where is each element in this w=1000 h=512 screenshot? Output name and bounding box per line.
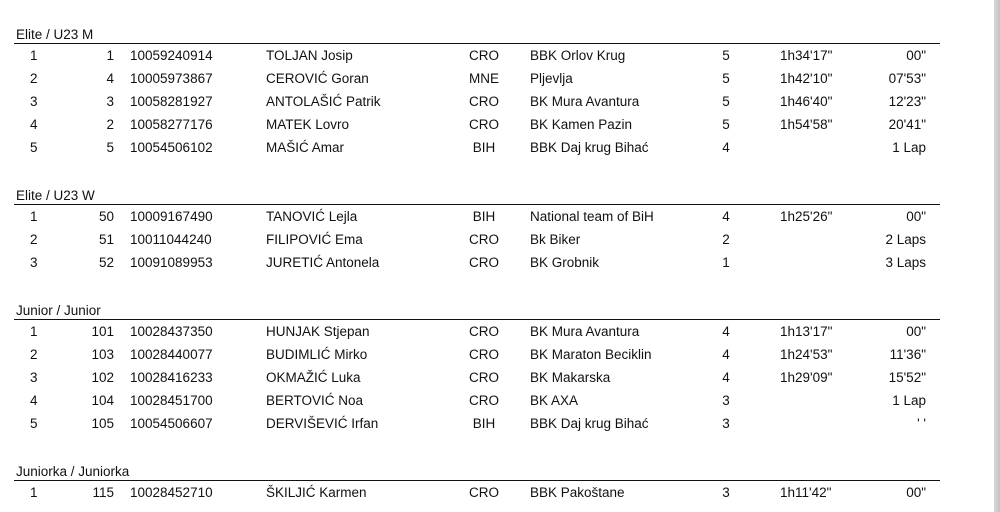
time-gap: 00" xyxy=(906,209,926,224)
time-gap: 15'52" xyxy=(888,370,926,385)
position: 1 xyxy=(30,209,38,224)
finish-time: 1h42'10" xyxy=(780,71,833,86)
result-row xyxy=(14,136,940,159)
nationality: CRO xyxy=(469,347,499,362)
rider-name: CEROVIĆ Goran xyxy=(266,71,369,86)
laps: 4 xyxy=(722,209,730,224)
time-gap: 07'53" xyxy=(888,71,926,86)
nationality: CRO xyxy=(469,94,499,109)
uci-id: 10028437350 xyxy=(130,324,213,339)
position: 1 xyxy=(30,48,38,63)
time-gap: 3 Laps xyxy=(885,255,926,270)
results-list xyxy=(14,481,940,504)
rider-name: BUDIMLIĆ Mirko xyxy=(266,347,368,362)
finish-time: 1h24'53" xyxy=(780,347,833,362)
result-row xyxy=(14,90,940,113)
position: 2 xyxy=(30,232,38,247)
position: 1 xyxy=(30,324,38,339)
position: 3 xyxy=(30,370,38,385)
bib-number: 101 xyxy=(91,324,114,339)
nationality: MNE xyxy=(469,71,499,86)
team-name: BK Mura Avantura xyxy=(530,324,640,339)
rider-name: HUNJAK Stjepan xyxy=(266,324,370,339)
time-gap: 00" xyxy=(906,48,926,63)
position: 2 xyxy=(30,347,38,362)
position: 4 xyxy=(30,117,38,132)
result-row xyxy=(14,205,940,228)
position: 5 xyxy=(30,416,38,431)
nationality: CRO xyxy=(469,324,499,339)
bib-number: 115 xyxy=(92,485,114,500)
team-name: BK Grobnik xyxy=(530,255,600,270)
time-gap: 00" xyxy=(906,324,926,339)
nationality: CRO xyxy=(469,117,499,132)
laps: 5 xyxy=(722,48,730,63)
result-row xyxy=(14,251,940,274)
category-title: Juniorka / Juniorka xyxy=(16,464,130,479)
viewer-edge xyxy=(994,0,1000,512)
team-name: BK Maraton Beciklin xyxy=(530,347,652,362)
rider-name: TANOVIĆ Lejla xyxy=(266,209,358,224)
nationality: CRO xyxy=(469,370,499,385)
team-name: Pljevlja xyxy=(530,71,573,86)
nationality: CRO xyxy=(469,255,499,270)
bib-number: 104 xyxy=(91,393,114,408)
rider-name: FILIPOVIĆ Ema xyxy=(266,232,363,247)
bib-number: 52 xyxy=(98,255,114,270)
rider-name: JURETIĆ Antonela xyxy=(266,255,380,270)
position: 1 xyxy=(30,485,38,500)
bib-number: 5 xyxy=(106,140,114,155)
time-gap: 1 Lap xyxy=(892,140,926,155)
uci-id: 10028416233 xyxy=(130,370,213,385)
time-gap: ' ' xyxy=(917,416,926,431)
uci-id: 10058277176 xyxy=(130,117,213,132)
laps: 3 xyxy=(722,416,730,431)
bib-number: 1 xyxy=(106,48,114,63)
uci-id: 10058281927 xyxy=(130,94,213,109)
bib-number: 103 xyxy=(91,347,114,362)
laps: 2 xyxy=(722,232,730,247)
uci-id: 10009167490 xyxy=(130,209,213,224)
result-row xyxy=(14,343,940,366)
position: 3 xyxy=(30,255,38,270)
time-gap: 11'36" xyxy=(889,347,926,362)
position: 4 xyxy=(30,393,38,408)
position: 3 xyxy=(30,94,38,109)
team-name: BBK Orlov Krug xyxy=(530,48,626,63)
results-list xyxy=(14,44,940,159)
laps: 5 xyxy=(722,94,730,109)
team-name: BK Kamen Pazin xyxy=(530,117,633,132)
finish-time: 1h11'42" xyxy=(780,485,832,500)
position: 5 xyxy=(30,140,38,155)
finish-time: 1h13'17" xyxy=(780,324,833,339)
nationality: CRO xyxy=(469,48,499,63)
result-row xyxy=(14,481,940,504)
bib-number: 2 xyxy=(106,117,114,132)
category-section xyxy=(14,464,940,504)
team-name: BBK Daj krug Bihać xyxy=(530,140,649,155)
team-name: BBK Daj krug Bihać xyxy=(530,416,649,431)
laps: 4 xyxy=(722,370,730,385)
results-list xyxy=(14,205,940,274)
result-row xyxy=(14,366,940,389)
uci-id: 10054506102 xyxy=(130,140,213,155)
laps: 4 xyxy=(722,140,730,155)
uci-id: 10005973867 xyxy=(130,71,213,86)
team-name: BK Mura Avantura xyxy=(530,94,640,109)
time-gap: 1 Lap xyxy=(892,393,926,408)
laps: 3 xyxy=(722,393,730,408)
result-row xyxy=(14,389,940,412)
time-gap: 2 Laps xyxy=(885,232,926,247)
bib-number: 102 xyxy=(91,370,114,385)
uci-id: 10054506607 xyxy=(130,416,213,431)
team-name: BBK Pakoštane xyxy=(530,485,625,500)
category-section xyxy=(14,188,940,274)
nationality: CRO xyxy=(469,232,499,247)
result-row xyxy=(14,228,940,251)
result-row xyxy=(14,412,940,435)
rider-name: ANTOLAŠIĆ Patrik xyxy=(266,94,381,109)
rider-name: MATEK Lovro xyxy=(266,117,350,132)
result-row xyxy=(14,113,940,136)
laps: 1 xyxy=(722,255,730,270)
finish-time: 1h25'26" xyxy=(780,209,833,224)
nationality: BIH xyxy=(472,140,496,155)
laps: 4 xyxy=(722,347,730,362)
laps: 5 xyxy=(722,71,730,86)
result-row xyxy=(14,320,940,343)
uci-id: 10091089953 xyxy=(130,255,213,270)
nationality: BIH xyxy=(472,416,496,431)
rider-name: TOLJAN Josip xyxy=(266,48,353,63)
position: 2 xyxy=(30,71,38,86)
rider-name: OKMAŽIĆ Luka xyxy=(266,370,361,385)
bib-number: 3 xyxy=(106,94,114,109)
time-gap: 20'41" xyxy=(888,117,926,132)
rider-name: BERTOVIĆ Noa xyxy=(266,393,364,408)
uci-id: 10028451700 xyxy=(130,393,213,408)
uci-id: 10028440077 xyxy=(130,347,213,362)
team-name: Bk Biker xyxy=(530,232,581,247)
uci-id: 10028452710 xyxy=(130,485,213,500)
laps: 3 xyxy=(722,485,730,500)
finish-time: 1h29'09" xyxy=(780,370,833,385)
rider-name: MAŠIĆ Amar xyxy=(266,140,345,155)
bib-number: 105 xyxy=(91,416,114,431)
laps: 4 xyxy=(722,324,730,339)
time-gap: 12'23" xyxy=(888,94,926,109)
result-row xyxy=(14,44,940,67)
bib-number: 4 xyxy=(106,71,114,86)
team-name: BK Makarska xyxy=(530,370,611,385)
bib-number: 50 xyxy=(98,209,114,224)
rider-name: ŠKILJIĆ Karmen xyxy=(266,485,367,500)
uci-id: 10011044240 xyxy=(130,232,212,247)
team-name: BK AXA xyxy=(530,393,579,408)
finish-time: 1h54'58" xyxy=(780,117,833,132)
bib-number: 51 xyxy=(98,232,114,247)
uci-id: 10059240914 xyxy=(130,48,213,63)
laps: 5 xyxy=(722,117,730,132)
category-title: Elite / U23 M xyxy=(16,27,94,42)
team-name: National team of BiH xyxy=(530,209,654,224)
category-title: Junior / Junior xyxy=(16,303,101,318)
category-section xyxy=(14,27,940,159)
category-section xyxy=(14,303,940,435)
finish-time: 1h46'40" xyxy=(780,94,833,109)
results-list xyxy=(14,320,940,435)
nationality: BIH xyxy=(472,209,496,224)
nationality: CRO xyxy=(469,485,499,500)
category-title: Elite / U23 W xyxy=(16,188,95,203)
finish-time: 1h34'17" xyxy=(780,48,833,63)
result-row xyxy=(14,67,940,90)
nationality: CRO xyxy=(469,393,499,408)
time-gap: 00" xyxy=(906,485,926,500)
rider-name: DERVIŠEVIĆ Irfan xyxy=(266,416,379,431)
